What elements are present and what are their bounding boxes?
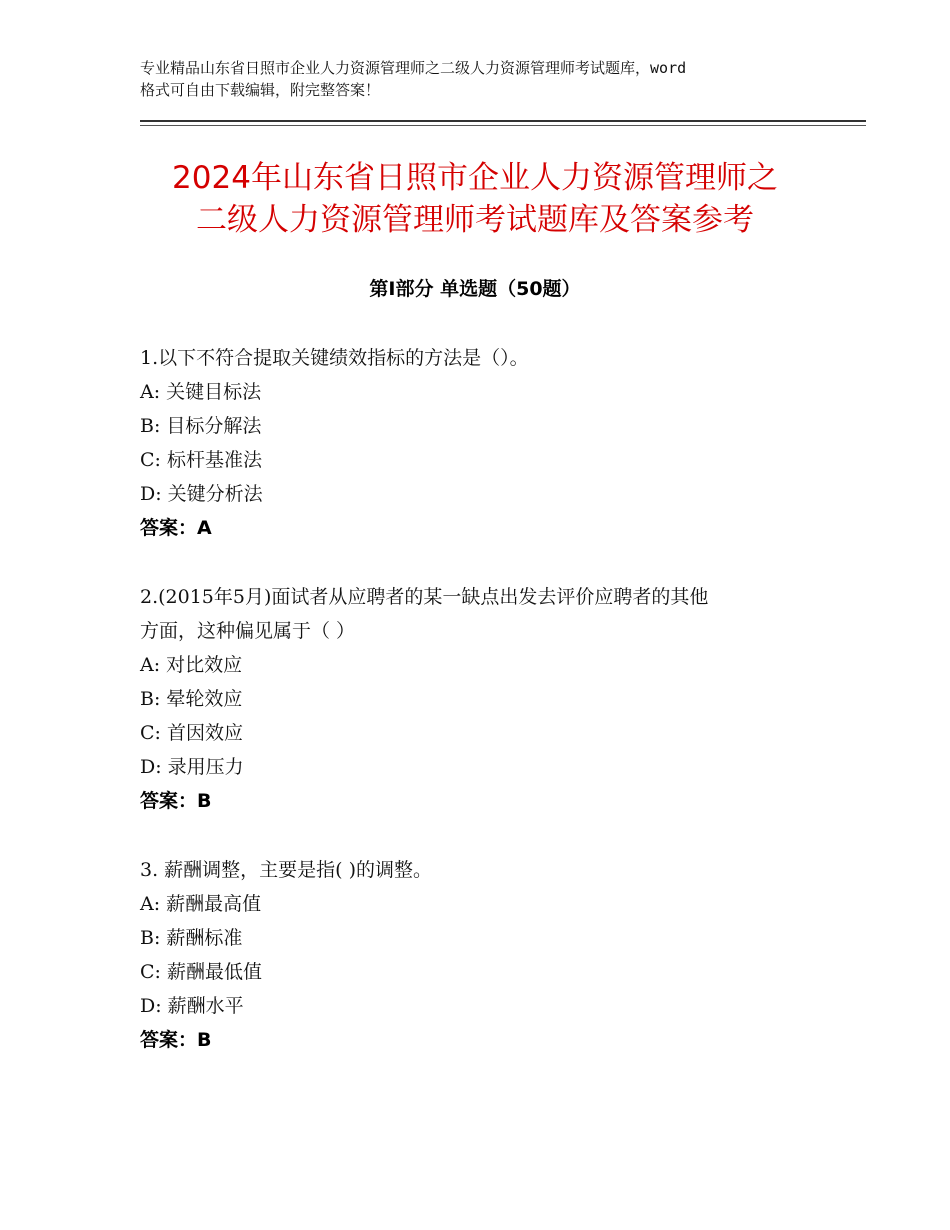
answer-line (140, 1023, 820, 1057)
header-divider-thin (140, 125, 866, 126)
question-stem: 3. 薪酬调整，主要是指( )的调整。 (140, 859, 433, 881)
option-c: C: 薪酬最低值 (140, 961, 262, 983)
question-3 (140, 853, 820, 1057)
header-divider-thick (140, 120, 866, 122)
header-note-line-1: 专业精品山东省日照市企业人力资源管理师之二级人力资源管理师考试题库，word (140, 59, 687, 77)
option-d: D: 关键分析法 (140, 483, 263, 505)
header-note-line-2: 格式可自由下载编辑，附完整答案！ (140, 81, 381, 99)
question-stem: 2.(2015年5月)面试者从应聘者的某一缺点出发去评价应聘者的其他 (140, 586, 709, 608)
document-title (100, 157, 850, 241)
question-stem: 1.以下不符合提取关键绩效指标的方法是（）。 (140, 347, 529, 369)
option-a: A: 对比效应 (140, 654, 243, 676)
answer-line (140, 784, 820, 818)
option-b: B: 薪酬标准 (140, 927, 243, 949)
option-a: A: 关键目标法 (140, 381, 262, 403)
option-a: A: 薪酬最高值 (140, 893, 262, 915)
answer-label: 答案： (140, 517, 198, 539)
question-2 (140, 580, 820, 818)
answer-label: 答案： (140, 1029, 198, 1051)
answer-label: 答案： (140, 790, 198, 812)
option-c: C: 首因效应 (140, 722, 243, 744)
option-d: D: 录用压力 (140, 756, 244, 778)
answer-value: B (197, 1029, 212, 1051)
question-1 (140, 341, 820, 545)
option-b: B: 晕轮效应 (140, 688, 243, 710)
answer-value: A (197, 517, 212, 539)
option-c: C: 标杆基准法 (140, 449, 262, 471)
option-b: B: 目标分解法 (140, 415, 262, 437)
answer-line (140, 511, 820, 545)
section-heading: 第Ⅰ部分 单选题（50题） (369, 278, 581, 300)
question-stem-continued: 方面，这种偏见属于（ ） (140, 620, 356, 642)
header-note (140, 57, 840, 101)
document-title-line-1: 2024年山东省日照市企业人力资源管理师之 (172, 160, 778, 196)
document-title-line-2: 二级人力资源管理师考试题库及答案参考 (196, 202, 754, 238)
option-d: D: 薪酬水平 (140, 995, 244, 1017)
answer-value: B (197, 790, 212, 812)
